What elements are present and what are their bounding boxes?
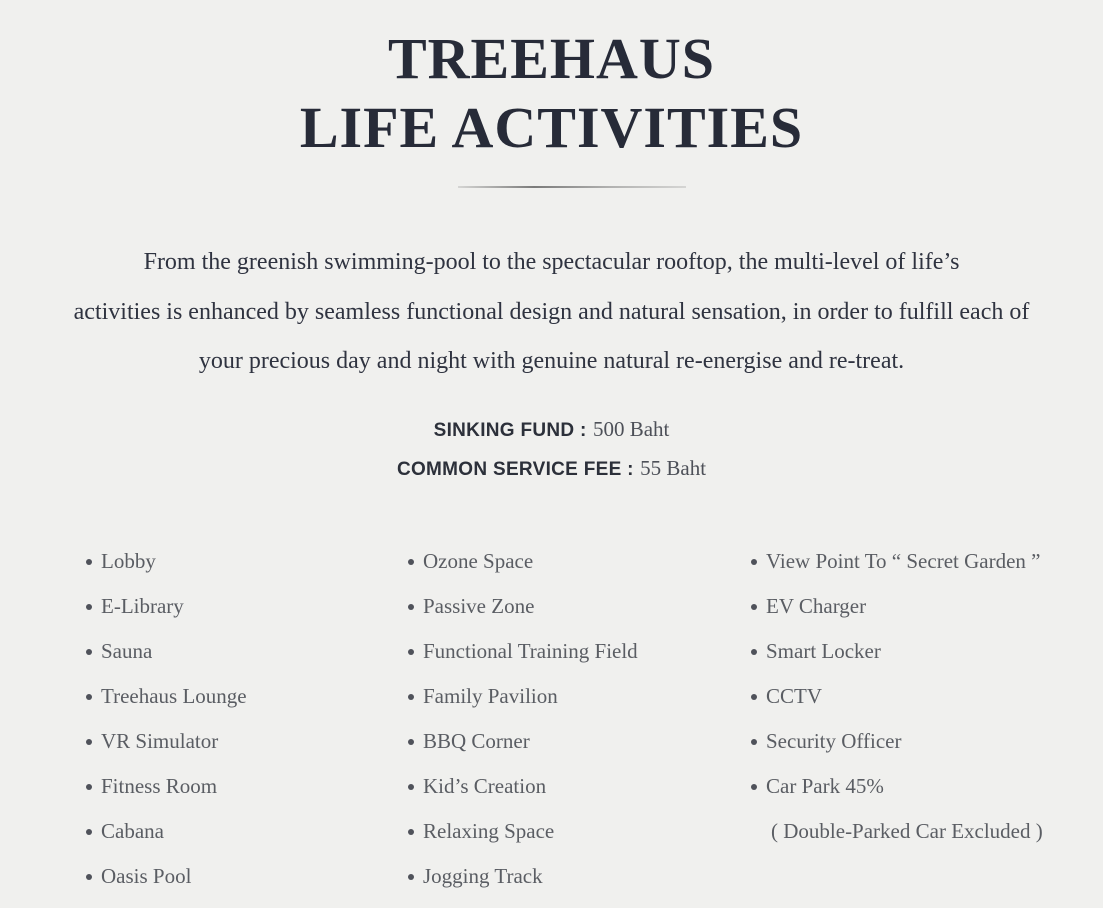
bullet-icon	[751, 694, 757, 700]
bullet-icon	[751, 604, 757, 610]
page-title-line-2: LIFE ACTIVITIES	[299, 95, 804, 160]
sinking-fund-row	[0, 419, 1103, 440]
bullet-icon	[86, 604, 92, 610]
bullet-icon	[86, 784, 92, 790]
title-divider	[458, 186, 686, 188]
amenity-item	[751, 638, 1043, 683]
amenity-label: Jogging Track	[423, 864, 543, 888]
amenity-item	[86, 548, 247, 593]
intro-line-2: activities is enhanced by seamless functional design and natural sensation, in order to fulfill each of	[73, 299, 1030, 325]
bullet-icon	[751, 739, 757, 745]
amenity-label: Security Officer	[766, 729, 902, 753]
bullet-icon	[86, 649, 92, 655]
bullet-icon	[86, 874, 92, 880]
amenity-label: Relaxing Space	[423, 819, 555, 843]
amenity-label: Car Park 45%	[766, 774, 884, 798]
amenity-item	[86, 683, 247, 728]
amenity-item	[408, 593, 638, 638]
bullet-icon	[751, 559, 757, 565]
amenity-label: E-Library	[101, 594, 184, 618]
amenity-note: ( Double-Parked Car Excluded )	[771, 819, 1043, 843]
amenity-label: Passive Zone	[423, 594, 535, 618]
bullet-icon	[86, 694, 92, 700]
amenity-item	[408, 773, 638, 818]
amenity-label: Treehaus Lounge	[101, 684, 247, 708]
amenity-label: Smart Locker	[766, 639, 881, 663]
bullet-icon	[408, 694, 414, 700]
amenity-label: Lobby	[101, 549, 156, 573]
amenity-item	[751, 548, 1043, 593]
bullet-icon	[408, 784, 414, 790]
amenity-item	[408, 548, 638, 593]
amenity-item	[408, 638, 638, 683]
amenity-label: Functional Training Field	[423, 639, 638, 663]
amenity-label: CCTV	[766, 684, 823, 708]
amenity-item	[408, 818, 638, 863]
amenity-label: Fitness Room	[101, 774, 218, 798]
sinking-fund-label: SINKING FUND :	[433, 420, 587, 441]
common-service-fee-row	[0, 458, 1103, 479]
intro-line-1: From the greenish swimming-pool to the spectacular rooftop, the multi-level of life’s	[143, 249, 960, 275]
amenity-label: Oasis Pool	[101, 864, 192, 888]
amenity-label: Cabana	[101, 819, 164, 843]
amenity-label: Family Pavilion	[423, 684, 558, 708]
common-service-fee-value: 55 Baht	[640, 456, 707, 480]
amenity-item	[408, 863, 638, 908]
amenity-label: Kid’s Creation	[423, 774, 547, 798]
amenity-label: VR Simulator	[101, 729, 219, 753]
bullet-icon	[408, 649, 414, 655]
amenity-item	[86, 638, 247, 683]
amenity-label: BBQ Corner	[423, 729, 530, 753]
amenity-item	[751, 683, 1043, 728]
amenity-item	[408, 728, 638, 773]
amenity-item	[86, 773, 247, 818]
bullet-icon	[751, 784, 757, 790]
amenity-label: EV Charger	[766, 594, 867, 618]
amenity-item	[86, 593, 247, 638]
amenity-label: View Point To “ Secret Garden ”	[766, 549, 1041, 573]
amenity-item	[751, 773, 1043, 818]
amenity-list-column-1	[86, 548, 247, 908]
amenity-list-column-2	[408, 548, 638, 908]
sinking-fund-value: 500 Baht	[592, 417, 670, 441]
page-title-line-1: TREEHAUS	[387, 26, 716, 91]
amenity-item	[751, 593, 1043, 638]
amenity-list-column-3	[751, 548, 1043, 863]
bullet-icon	[86, 559, 92, 565]
bullet-icon	[86, 739, 92, 745]
amenity-item	[86, 818, 247, 863]
intro-line-3: your precious day and night with genuine natural re-energise and re-treat.	[198, 348, 905, 374]
amenity-item	[86, 863, 247, 908]
amenity-item	[408, 683, 638, 728]
bullet-icon	[408, 559, 414, 565]
amenity-item	[751, 728, 1043, 773]
bullet-icon	[86, 829, 92, 835]
bullet-icon	[408, 604, 414, 610]
bullet-icon	[751, 649, 757, 655]
amenity-label: Sauna	[101, 639, 153, 663]
amenity-label: Ozone Space	[423, 549, 534, 573]
bullet-icon	[408, 739, 414, 745]
bullet-icon	[408, 829, 414, 835]
common-service-fee-label: COMMON SERVICE FEE :	[396, 459, 634, 480]
amenity-item	[86, 728, 247, 773]
bullet-icon	[408, 874, 414, 880]
